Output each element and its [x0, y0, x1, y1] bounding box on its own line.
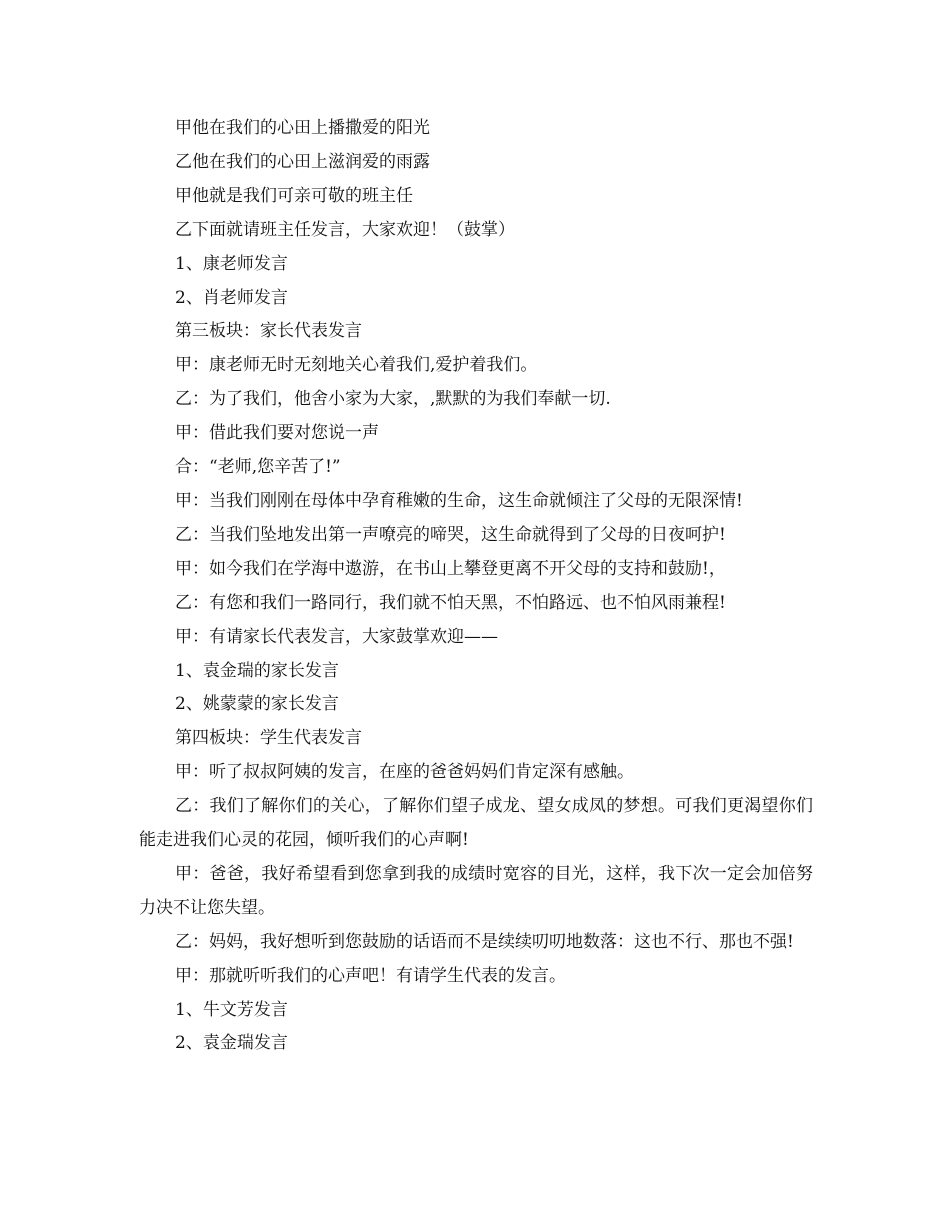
section-heading: 第四板块：学生代表发言	[175, 728, 362, 749]
text-line: 合：“老师,您辛苦了!”	[175, 457, 341, 478]
text-line: 甲：当我们刚刚在母体中孕育稚嫩的生命，这生命就倾注了父母的无限深情!	[175, 490, 743, 511]
list-item: 2、袁金瑞发言	[175, 1033, 288, 1054]
text-line: 乙：为了我们，他舍小家为大家，,默默的为我们奉献一切.	[175, 389, 611, 410]
list-item: 2、姚蒙蒙的家长发言	[175, 694, 339, 715]
text-line: 甲：有请家长代表发言，大家鼓掌欢迎——	[175, 626, 498, 647]
list-item: 1、袁金瑞的家长发言	[175, 660, 339, 681]
section-heading: 第三板块：家长代表发言	[175, 321, 362, 342]
list-item: 2、肖老师发言	[175, 287, 288, 308]
text-paragraph: 乙：妈妈，我好想听到您鼓励的话语而不是续续叨叨地数落：这也不行、那也不强!	[175, 931, 794, 952]
text-line: 甲：听了叔叔阿姨的发言，在座的爸爸妈妈们肯定深有感触。	[175, 762, 634, 783]
text-line: 乙：有您和我们一路同行，我们就不怕天黑，不怕路远、也不怕风雨兼程!	[175, 592, 726, 613]
text-line: 甲：那就听听我们的心声吧！有请学生代表的发言。	[175, 965, 566, 986]
text-line: 甲：康老师无时无刻地关心着我们,爱护着我们。	[175, 355, 538, 376]
text-line: 甲他就是我们可亲可敬的班主任	[175, 185, 413, 206]
document-body	[139, 112, 813, 1061]
text-paragraph: 乙：我们了解你们的关心，了解你们望子成龙、望女成凤的梦想。可我们更渴望你们能走进我们心灵的花园，倾听我们的心声啊!	[139, 796, 813, 851]
list-item: 1、康老师发言	[175, 253, 288, 274]
text-line: 乙他在我们的心田上滋润爱的雨露	[175, 151, 430, 172]
text-line: 甲他在我们的心田上播撒爱的阳光	[175, 118, 430, 138]
list-item: 1、牛文芳发言	[175, 999, 288, 1020]
text-line: 甲：如今我们在学海中遨游，在书山上攀登更离不开父母的支持和鼓励!，	[175, 558, 726, 579]
text-line: 甲：借此我们要对您说一声	[175, 423, 379, 444]
text-line: 乙下面就请班主任发言，大家欢迎！（鼓掌）	[175, 219, 515, 240]
text-line: 乙：当我们坠地发出第一声嘹亮的啼哭，这生命就得到了父母的日夜呵护!	[175, 524, 726, 545]
text-paragraph: 甲：爸爸，我好希望看到您拿到我的成绩时宽容的目光，这样，我下次一定会加倍努力决不让您失望。	[139, 863, 813, 918]
